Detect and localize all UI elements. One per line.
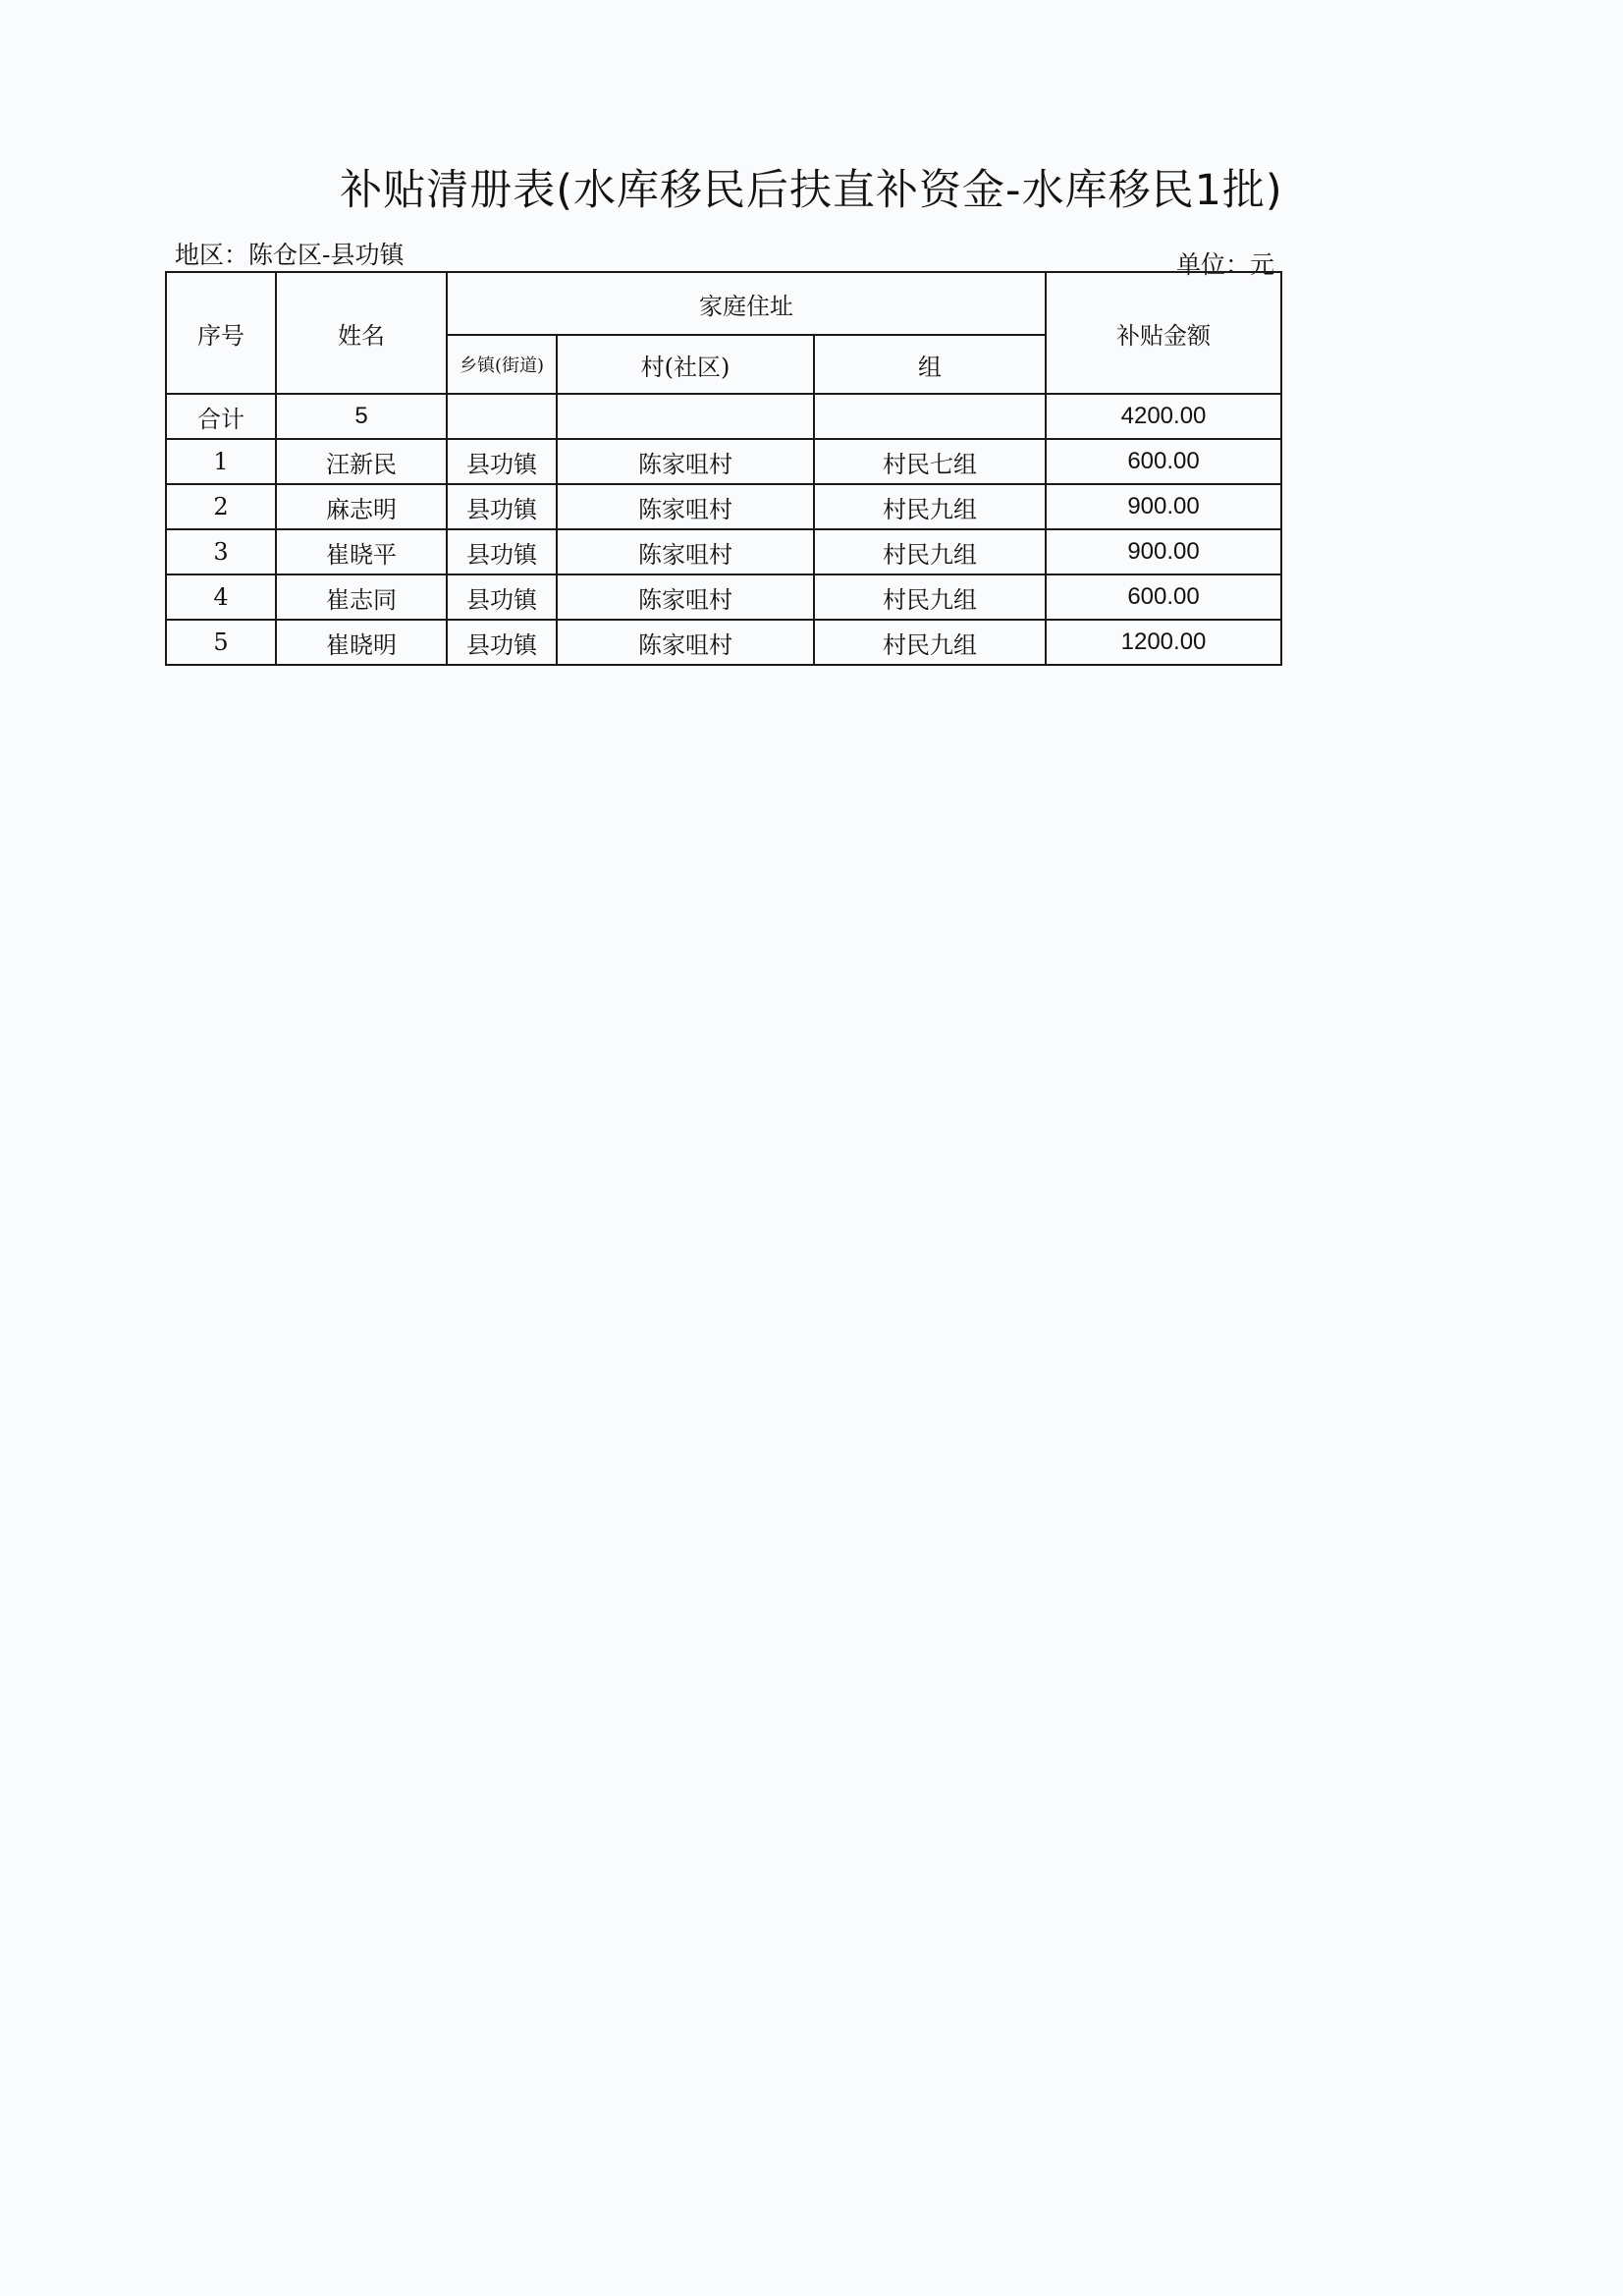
header-town: 乡镇(街道) xyxy=(447,335,557,394)
total-amount: 4200.00 xyxy=(1046,394,1281,439)
table-row xyxy=(166,484,1281,529)
row-village: 陈家咀村 xyxy=(557,439,814,484)
row-name: 崔晓平 xyxy=(276,529,447,574)
row-village: 陈家咀村 xyxy=(557,484,814,529)
row-index: 4 xyxy=(166,574,276,620)
header-amount: 补贴金额 xyxy=(1046,272,1281,394)
total-town-cell xyxy=(447,394,557,439)
header-name: 姓名 xyxy=(276,272,447,394)
row-group: 村民七组 xyxy=(814,439,1046,484)
table-row xyxy=(166,529,1281,574)
row-index: 3 xyxy=(166,529,276,574)
table-row xyxy=(166,620,1281,665)
header-village: 村(社区) xyxy=(557,335,814,394)
row-group: 村民九组 xyxy=(814,620,1046,665)
row-name: 麻志明 xyxy=(276,484,447,529)
row-town: 县功镇 xyxy=(447,484,557,529)
table-row xyxy=(166,574,1281,620)
page-title: 补贴清册表(水库移民后扶直补资金-水库移民1批) xyxy=(340,166,1283,215)
header-index: 序号 xyxy=(166,272,276,394)
row-name: 汪新民 xyxy=(276,439,447,484)
row-amount: 1200.00 xyxy=(1046,620,1281,665)
header-address: 家庭住址 xyxy=(447,272,1046,335)
row-town: 县功镇 xyxy=(447,574,557,620)
row-town: 县功镇 xyxy=(447,439,557,484)
row-group: 村民九组 xyxy=(814,484,1046,529)
row-index: 2 xyxy=(166,484,276,529)
row-village: 陈家咀村 xyxy=(557,574,814,620)
row-index: 5 xyxy=(166,620,276,665)
total-count: 5 xyxy=(276,394,447,439)
row-amount: 900.00 xyxy=(1046,484,1281,529)
total-row xyxy=(166,394,1281,439)
row-town: 县功镇 xyxy=(447,620,557,665)
row-name: 崔晓明 xyxy=(276,620,447,665)
row-amount: 600.00 xyxy=(1046,574,1281,620)
table-row xyxy=(166,439,1281,484)
row-amount: 600.00 xyxy=(1046,439,1281,484)
row-group: 村民九组 xyxy=(814,574,1046,620)
total-group-cell xyxy=(814,394,1046,439)
row-town: 县功镇 xyxy=(447,529,557,574)
region-label: 地区：陈仓区-县功镇 xyxy=(175,241,405,269)
row-index: 1 xyxy=(166,439,276,484)
unit-label: 单位：元 xyxy=(1176,250,1275,279)
row-group: 村民九组 xyxy=(814,529,1046,574)
row-village: 陈家咀村 xyxy=(557,620,814,665)
header-group: 组 xyxy=(814,335,1046,394)
row-name: 崔志同 xyxy=(276,574,447,620)
total-label: 合计 xyxy=(166,394,276,439)
total-village-cell xyxy=(557,394,814,439)
subsidy-table xyxy=(165,271,1282,666)
row-amount: 900.00 xyxy=(1046,529,1281,574)
row-village: 陈家咀村 xyxy=(557,529,814,574)
